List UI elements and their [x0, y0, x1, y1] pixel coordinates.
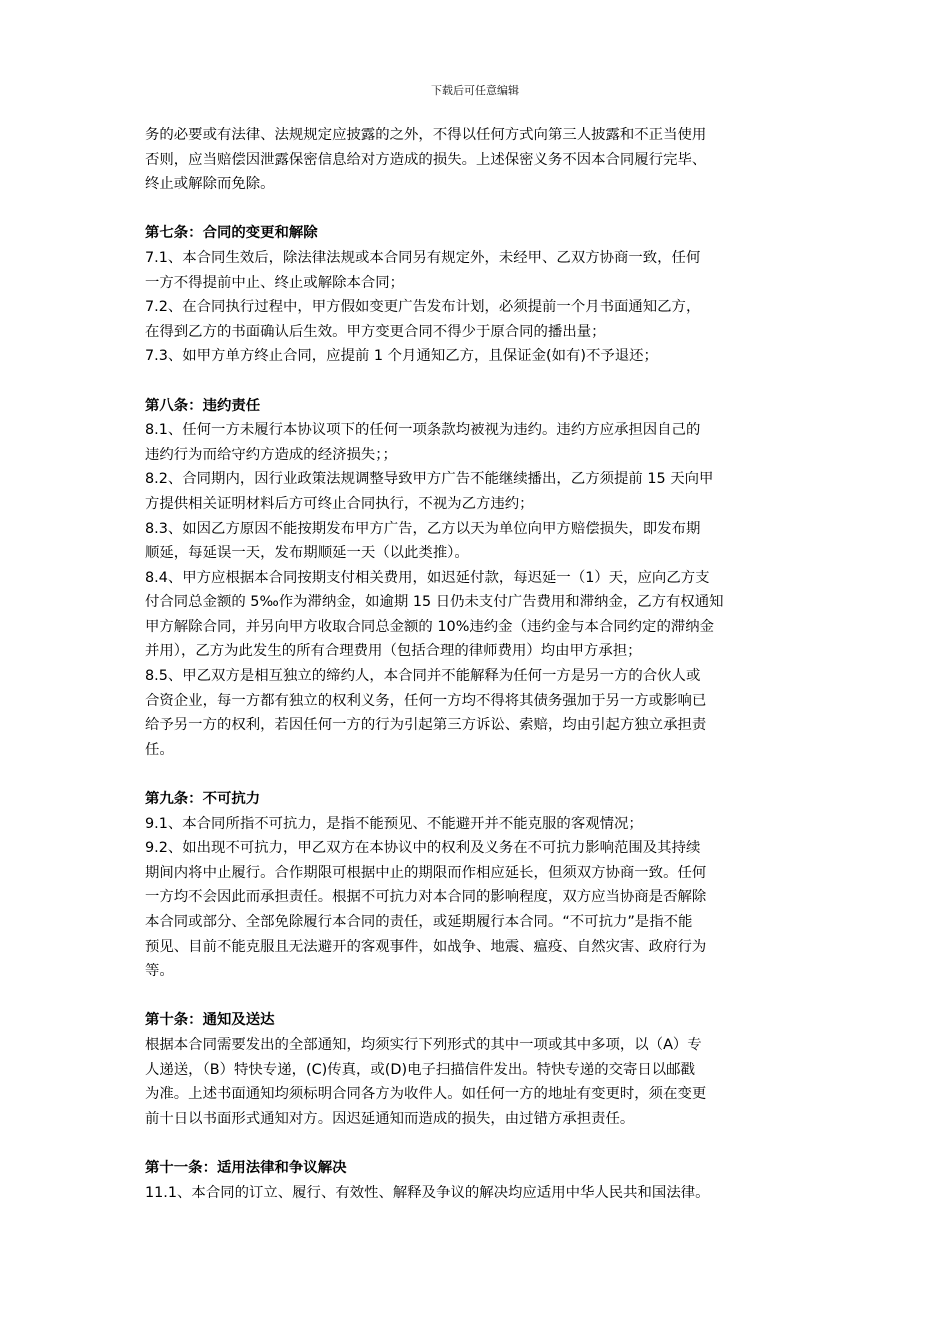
text-line: 11.1、本合同的订立、履行、有效性、解释及争议的解决均应适用中华人民共和国法律。: [145, 1184, 710, 1201]
text-line: 根据本合同需要发出的全部通知，均须实行下列形式的其中一项或其中多项，以（A）专: [145, 1036, 702, 1053]
text-line: 为准。上述书面通知均须标明合同各方为收件人。如任何一方的地址有变更时，须在变更: [145, 1086, 707, 1103]
paragraph-gap: [145, 762, 811, 787]
section-heading: 第十一条：适用法律和争议解决: [145, 1159, 347, 1176]
text-line: 任。: [145, 741, 174, 758]
text-line: 7.1、本合同生效后，除法律法规或本合同另有规定外，未经甲、乙双方协商一致，任何: [145, 249, 701, 266]
text-line: 违约行为而给守约方造成的经济损失；；: [145, 446, 397, 463]
document-body: [145, 123, 811, 1205]
text-line: 9.1、本合同所指不可抗力，是指不能预见、不能避开并不能克服的客观情况；: [145, 815, 643, 832]
text-line: 8.1、任何一方未履行本协议项下的任何一项条款均被视为违约。违约方应承担因自己的: [145, 422, 701, 439]
paragraph-gap: [145, 984, 811, 1009]
text-line: 人递送，（B）特快专递，(C)传真，或(D)电子扫描信件发出。特快专递的交寄日以邮戳: [145, 1061, 695, 1078]
text-line: 顺延，每延误一天，发布期顺延一天（以此类推）。: [145, 545, 469, 562]
text-line: 否则，应当赔偿因泄露保密信息给对方造成的损失。上述保密义务不因本合同履行完毕、: [145, 151, 707, 168]
text-line: 方提供相关证明材料后方可终止合同执行，不视为乙方违约；: [145, 495, 534, 512]
text-line: 7.2、在合同执行过程中，甲方假如变更广告发布计划，必须提前一个月书面通知乙方，: [145, 299, 701, 316]
text-line: 在得到乙方的书面确认后生效。甲方变更合同不得少于原合同的播出量；: [145, 323, 606, 340]
text-line: 给予另一方的权利，若因任何一方的行为引起第三方诉讼、索赔，均由引起方独立承担责: [145, 717, 707, 734]
text-line: 务的必要或有法律、法规规定应披露的之外，不得以任何方式向第三人披露和不正当使用: [145, 127, 707, 143]
text-line: 一方不得提前中止、终止或解除本合同；: [145, 274, 405, 291]
text-line: 终止或解除而免除。: [145, 176, 275, 193]
paragraph-gap: [145, 369, 811, 394]
text-line: 期间内将中止履行。合作期限可根据中止的期限而作相应延长，但须双方协商一致。任何: [145, 864, 707, 881]
paragraph-gap: [145, 197, 811, 222]
text-line: 8.3、如因乙方原因不能按期发布甲方广告，乙方以天为单位向甲方赔偿损失，即发布期: [145, 520, 701, 537]
text-line: 甲方解除合同，并另向甲方收取合同总金额的 10%违约金（违约金与本合同约定的滞纳金: [145, 618, 715, 635]
text-line: 7.3、如甲方单方终止合同，应提前 1 个月通知乙方，且保证金(如有)不予退还；: [145, 348, 658, 365]
text-line: 合资企业，每一方都有独立的权利义务，任何一方均不得将其债务强加于另一方或影响已: [145, 692, 707, 709]
page-header: 下载后可任意编辑: [431, 84, 519, 97]
text-line: 前十日以书面形式通知对方。因迟延通知而造成的损失，由过错方承担责任。: [145, 1110, 635, 1127]
text-line: 本合同或部分、全部免除履行本合同的责任，或延期履行本合同。“不可抗力”是指不能: [145, 914, 693, 930]
text-line: 并用），乙方为此发生的所有合理费用（包括合理的律师费用）均由甲方承担；: [145, 643, 642, 660]
text-line: 9.2、如出现不可抗力，甲乙双方在本协议中的权利及义务在不可抗力影响范围及其持续: [145, 840, 701, 857]
paragraph-gap: [145, 1131, 811, 1156]
section-heading: 第十条：通知及送达: [145, 1012, 275, 1029]
section-heading: 第八条：违约责任: [145, 397, 261, 414]
section-heading: 第九条：不可抗力: [145, 791, 261, 808]
text-line: 8.4、甲方应根据本合同按期支付相关费用，如迟延付款，每迟延一（1）天，应向乙方支: [145, 569, 710, 586]
text-line: 预见、目前不能克服且无法避开的客观事件，如战争、地震、瘟疫、自然灾害、政府行为: [145, 938, 707, 955]
text-line: 付合同总金额的 5‰作为滞纳金，如逾期 15 日仍未支付广告费用和滞纳金，乙方有权通知: [145, 594, 724, 611]
section-heading: 第七条：合同的变更和解除: [145, 225, 318, 242]
text-line: 等。: [145, 963, 174, 980]
text-line: 8.2、合同期内，因行业政策法规调整导致甲方广告不能继续播出，乙方须提前 15 天向甲: [145, 471, 714, 488]
text-line: 8.5、甲乙双方是相互独立的缔约人，本合同并不能解释为任何一方是另一方的合伙人或: [145, 668, 701, 685]
text-line: 一方均不会因此而承担责任。根据不可抗力对本合同的影响程度，双方应当协商是否解除: [145, 889, 707, 906]
